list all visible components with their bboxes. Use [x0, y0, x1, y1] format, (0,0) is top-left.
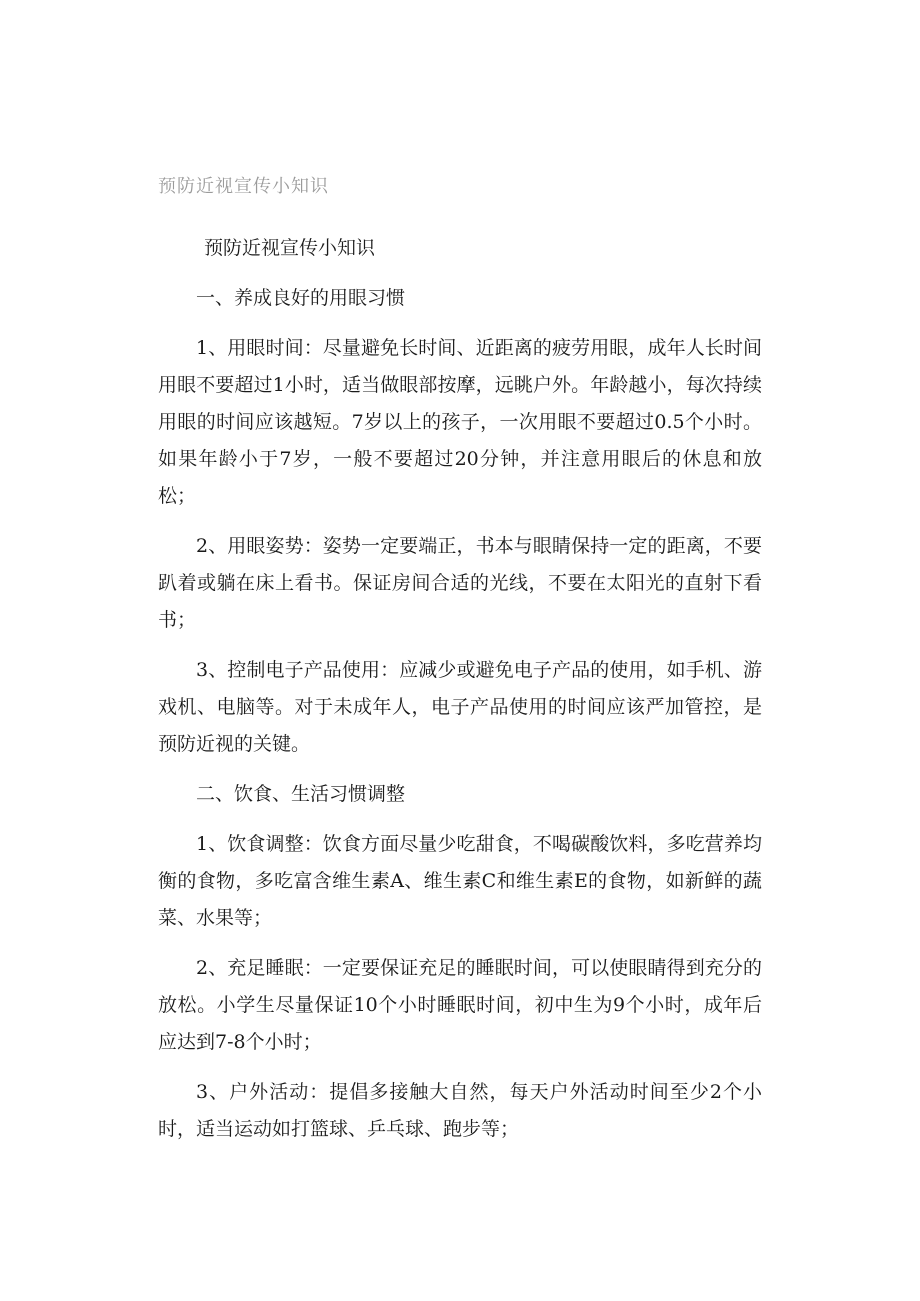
- paragraph-eye-posture: 2、用眼姿势：姿势一定要端正，书本与眼睛保持一定的距离，不要趴着或躺在床上看书。保证房间合适的光线，不要在太阳光的直射下看书；: [158, 535, 762, 631]
- paragraph-diet: 1、饮食调整：饮食方面尽量少吃甜食，不喝碳酸饮料，多吃营养均衡的食物，多吃富含维生素A、维生素C和维生素E的食物，如新鲜的蔬菜、水果等；: [158, 833, 762, 929]
- paragraph-electronics: 3、控制电子产品使用：应减少或避免电子产品的使用，如手机、游戏机、电脑等。对于未成年人，电子产品使用的时间应该严加管控，是预防近视的关键。: [158, 659, 762, 755]
- paragraph-eye-time: 1、用眼时间：尽量避免长时间、近距离的疲劳用眼，成年人长时间用眼不要超过1小时，适当做眼部按摩，远眺户外。年龄越小，每次持续用眼的时间应该越短。7岁以上的孩子，一次用眼不要超过0.5个小时。如果年龄小于7岁，一般不要超过20分钟，并注意用眼后的休息和放松；: [158, 337, 762, 507]
- document-title: 预防近视宣传小知识: [204, 237, 376, 259]
- section-heading-eye-habits: 一、养成良好的用眼习惯: [196, 287, 406, 309]
- document-body: [158, 230, 762, 1161]
- paragraph-sleep: 2、充足睡眠：一定要保证充足的睡眠时间，可以使眼睛得到充分的放松。小学生尽量保证10个小时睡眠时间，初中生为9个小时，成年后应达到7-8个小时；: [158, 957, 762, 1053]
- paragraph-outdoor: 3、户外活动：提倡多接触大自然，每天户外活动时间至少2个小时，适当运动如打篮球、乒乓球、跑步等；: [158, 1081, 762, 1140]
- section-heading-diet-lifestyle: 二、饮食、生活习惯调整: [196, 783, 406, 805]
- page-header-title: 预防近视宣传小知识: [158, 176, 329, 197]
